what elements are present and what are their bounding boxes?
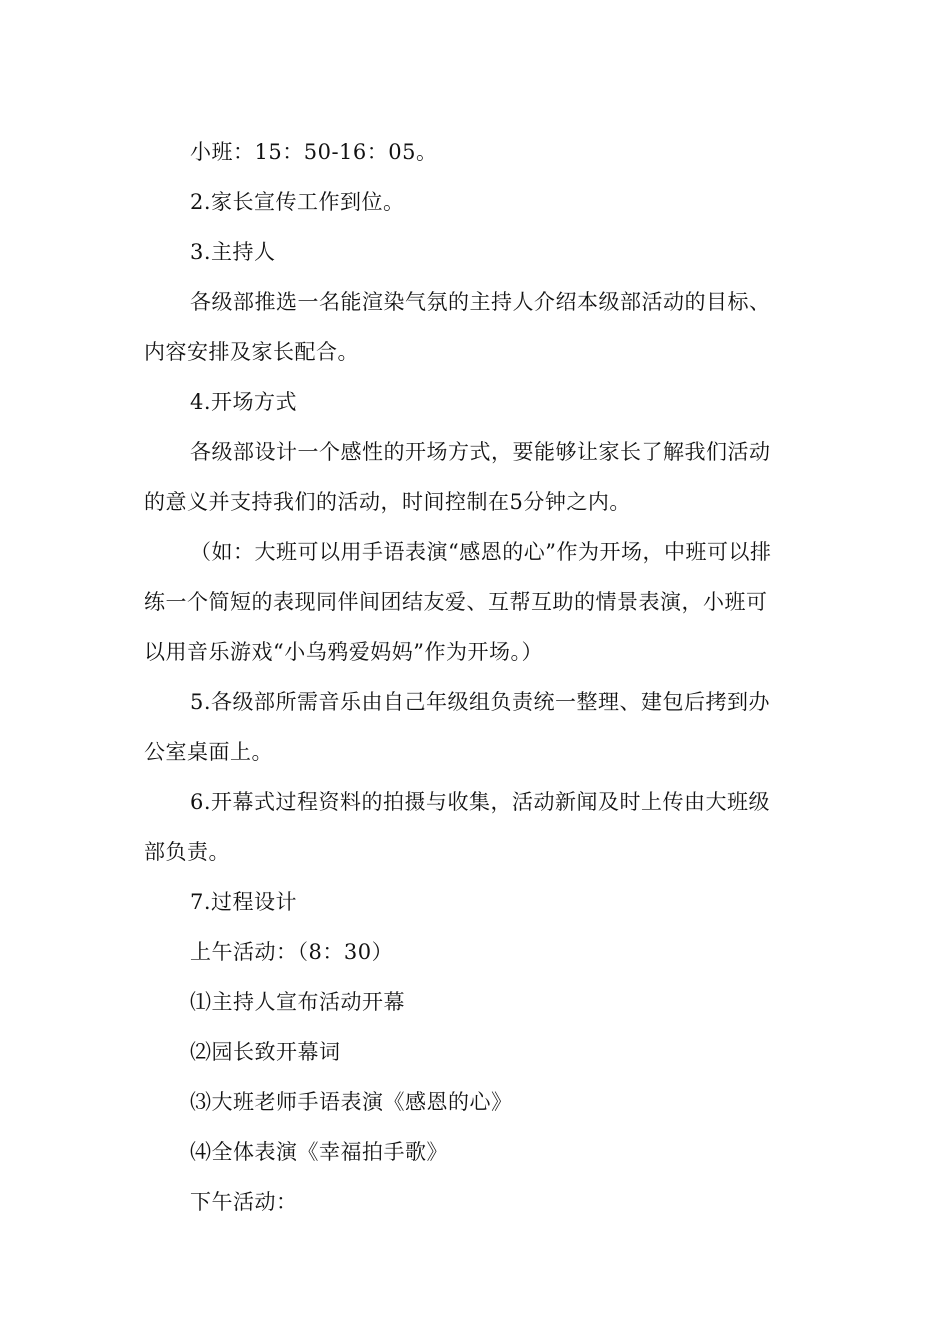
opening-paragraph-line-1: 各级部设计一个感性的开场方式，要能够让家长了解我们活动 xyxy=(190,440,771,464)
host-paragraph-line-2: 内容安排及家长配合。 xyxy=(144,340,359,364)
item-6-line-2: 部负责。 xyxy=(144,840,230,864)
item-3-heading: 3.主持人 xyxy=(190,240,276,264)
example-paragraph-line-3: 以用音乐游戏“小乌鸦爱妈妈”作为开场。） xyxy=(144,640,543,664)
item-2-heading: 2.家长宣传工作到位。 xyxy=(190,190,405,214)
schedule-small-class: 小班：15：50-16：05。 xyxy=(190,140,438,164)
morning-step-1: ⑴主持人宣布活动开幕 xyxy=(190,990,405,1014)
item-5-line-1: 5.各级部所需音乐由自己年级组负责统一整理、建包后拷到办 xyxy=(190,690,771,714)
opening-paragraph-line-2: 的意义并支持我们的活动，时间控制在5分钟之内。 xyxy=(144,490,631,514)
example-paragraph-line-2: 练一个简短的表现同伴间团结友爱、互帮互助的情景表演，小班可 xyxy=(144,590,768,614)
morning-activity-heading: 上午活动：（8：30） xyxy=(190,940,394,964)
host-paragraph-line-1: 各级部推选一名能渲染气氛的主持人介绍本级部活动的目标、 xyxy=(190,290,771,314)
afternoon-activity-heading: 下午活动： xyxy=(190,1190,298,1214)
item-4-heading: 4.开场方式 xyxy=(190,390,298,414)
item-7-heading: 7.过程设计 xyxy=(190,890,298,914)
morning-step-4: ⑷全体表演《幸福拍手歌》 xyxy=(190,1140,448,1164)
example-paragraph-line-1: （如：大班可以用手语表演“感恩的心”作为开场，中班可以排 xyxy=(190,540,772,564)
morning-step-3: ⑶大班老师手语表演《感恩的心》 xyxy=(190,1090,513,1114)
item-6-line-1: 6.开幕式过程资料的拍摄与收集，活动新闻及时上传由大班级 xyxy=(190,790,771,814)
morning-step-2: ⑵园长致开幕词 xyxy=(190,1040,341,1064)
item-5-line-2: 公室桌面上。 xyxy=(144,740,273,764)
